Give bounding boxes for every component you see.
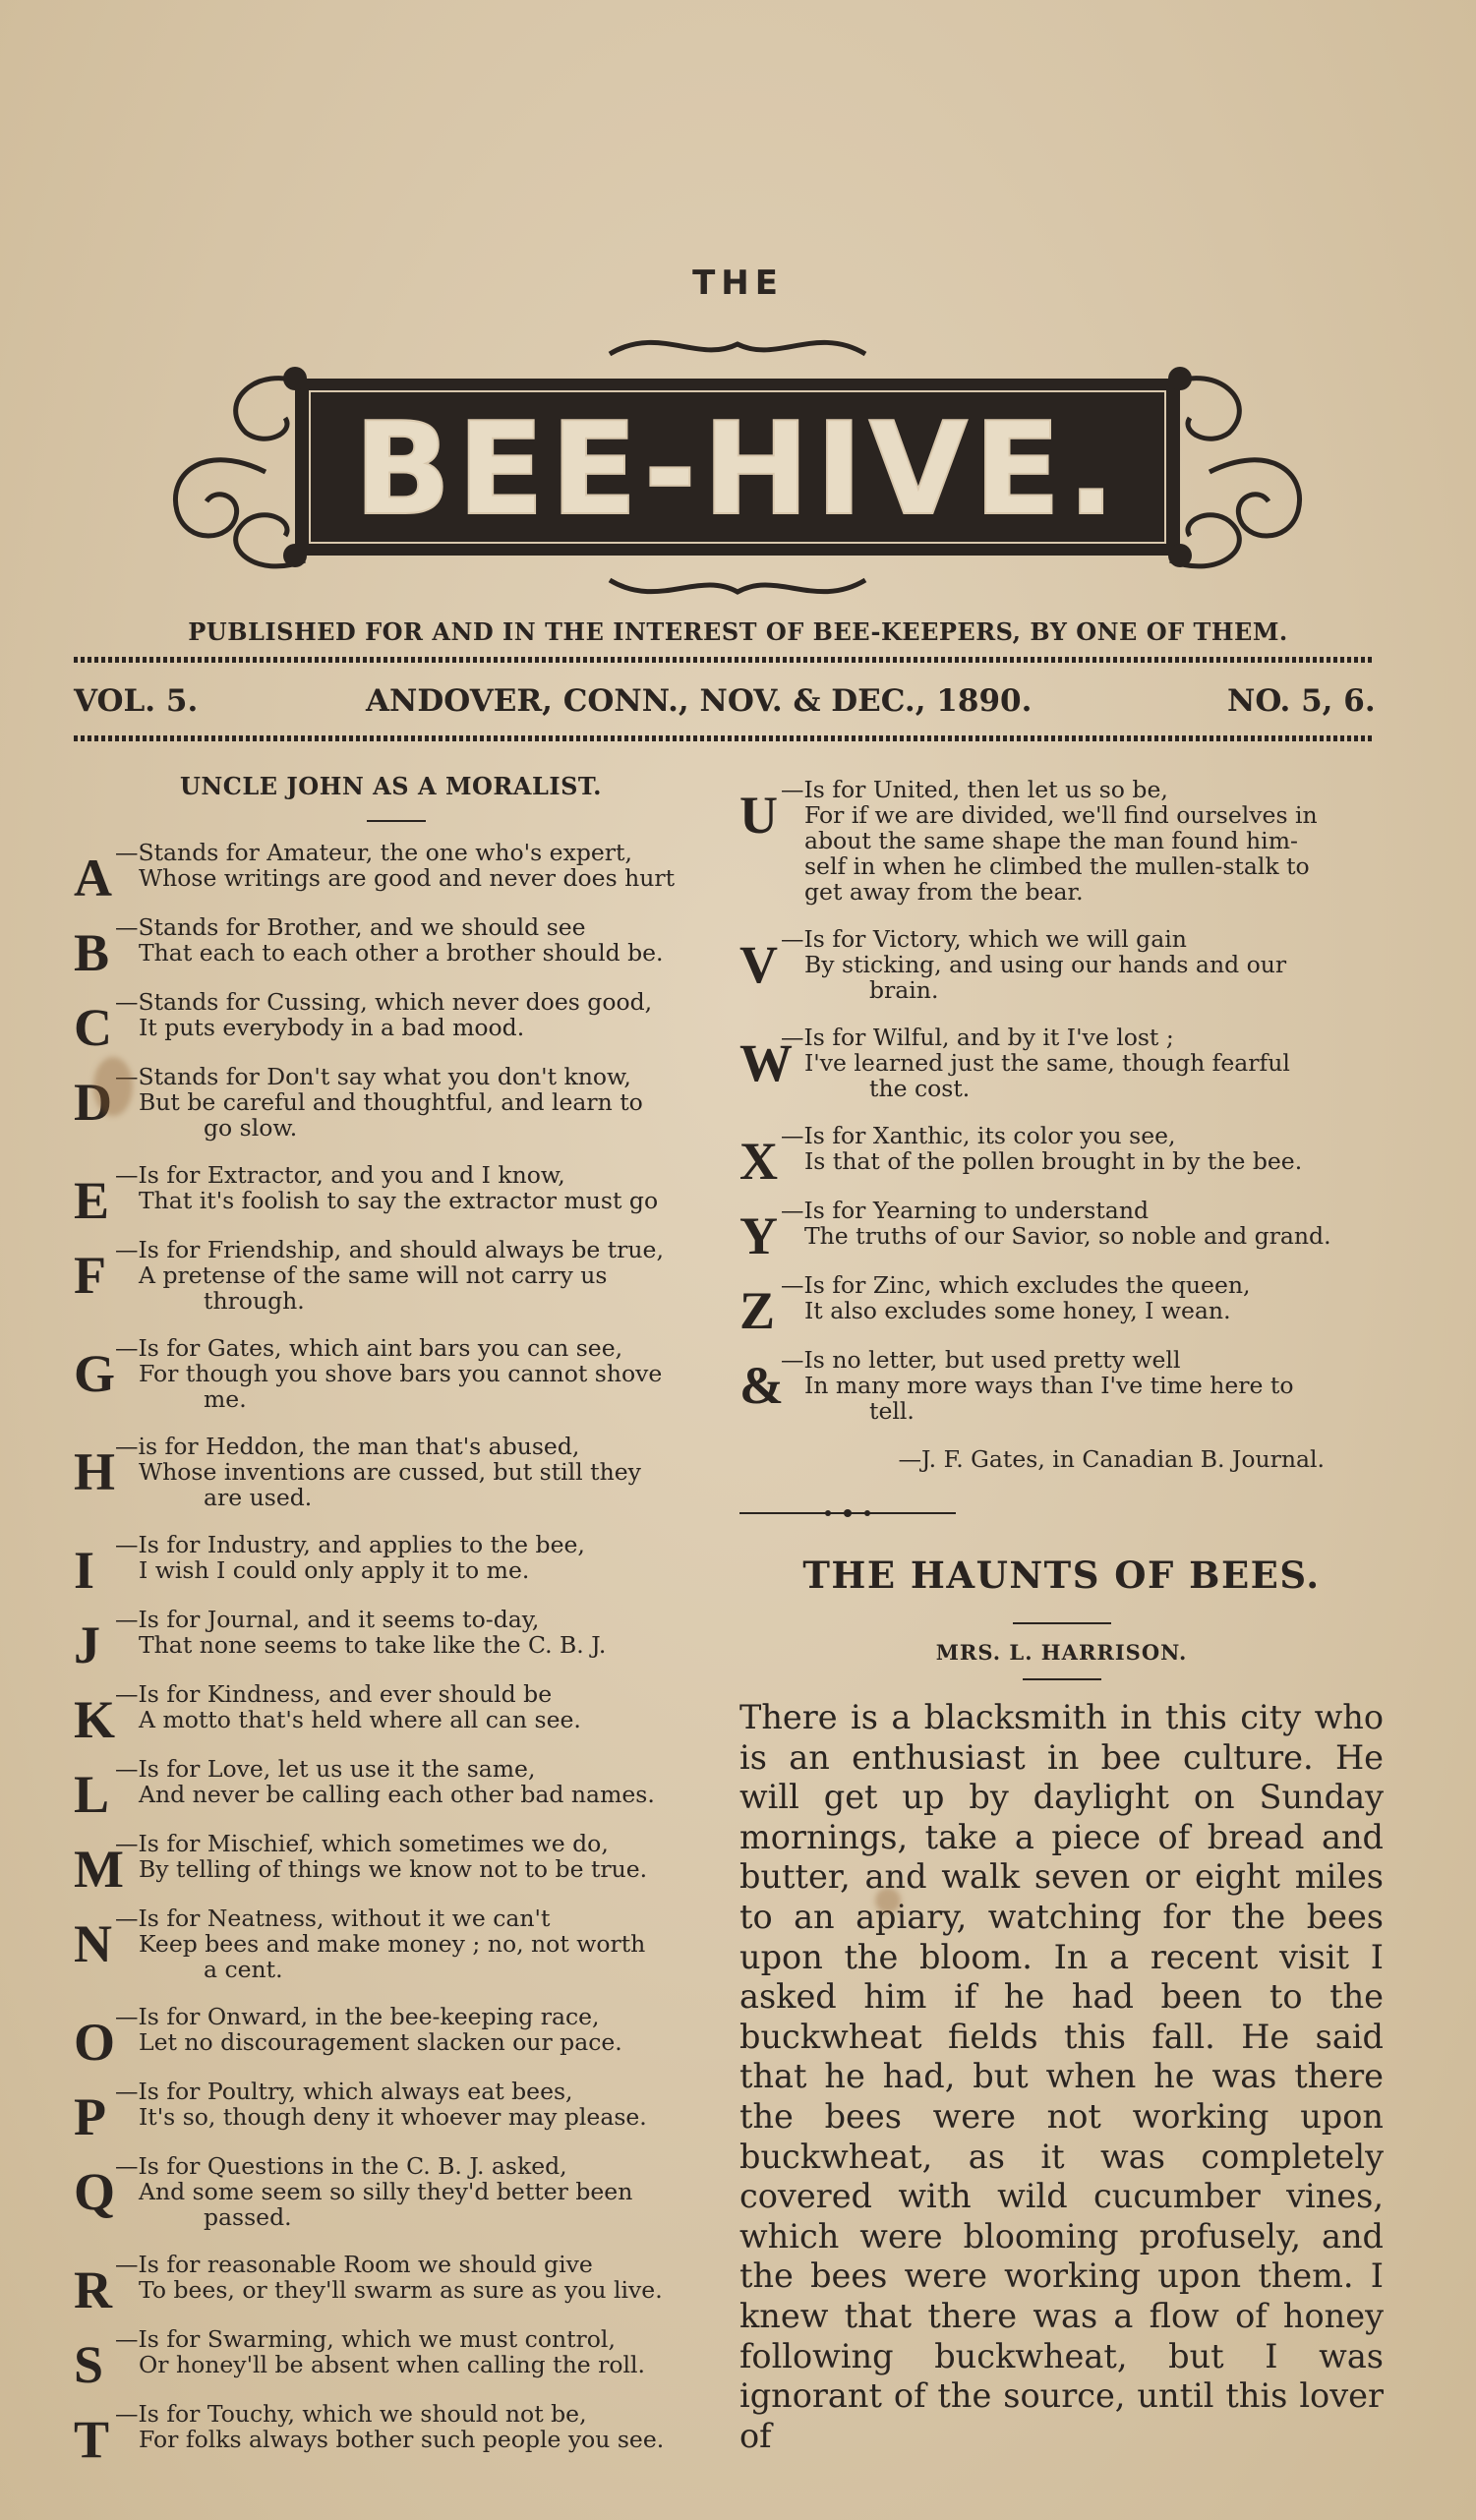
stanza-line: —Is for Neatness, without it we can't (115, 1905, 551, 1932)
issue-number: NO. 5, 6. (1227, 683, 1376, 719)
poem-stanza (74, 1680, 718, 1749)
poem-stanza (739, 777, 1384, 905)
stanza-line: the cost. (869, 1075, 971, 1102)
ornament-divider (739, 1506, 956, 1520)
stanza-initial: L (74, 1765, 110, 1824)
stanza-line: —Is for Xanthic, its color you see, (781, 1122, 1176, 1149)
stanza-initial: F (74, 1246, 106, 1305)
stanza-line: It puts everybody in a bad mood. (139, 1014, 525, 1041)
stanza-line: go slow. (204, 1114, 298, 1142)
header-rule-bottom (74, 735, 1374, 741)
stanza-initial: & (739, 1356, 784, 1415)
poem-stanza (74, 839, 718, 908)
stanza-initial: Q (74, 2162, 116, 2221)
stanza-line: For folks always bother such people you see. (139, 2426, 665, 2453)
stanza-line: —Is for Friendship, and should always be true, (115, 1236, 664, 1263)
poem-stanza (74, 1830, 718, 1899)
poem-signature: —J. F. Gates, in Canadian B. Journal. (898, 1445, 1325, 1473)
stanza-line: —Is for Zinc, which excludes the queen, (781, 1271, 1251, 1299)
stanza-line: By telling of things we know not to be true. (139, 1855, 648, 1883)
stanza-line: For though you shove bars you cannot shove (139, 1360, 663, 1387)
stanza-line: And never be calling each other bad names. (139, 1781, 655, 1808)
stanza-line: I've learned just the same, though fearful (804, 1049, 1290, 1077)
poem-stanza (739, 1197, 1384, 1265)
stanza-line: —Is for Yearning to understand (781, 1197, 1149, 1224)
stanza-initial: S (74, 2335, 104, 2394)
poem-stanza (74, 1905, 718, 1982)
stanza-initial: G (74, 1344, 116, 1403)
stanza-line: That none seems to take like the C. B. J. (139, 1631, 607, 1659)
title-divider (367, 820, 426, 822)
stanza-line: self in when he climbed the mullen-stalk to (804, 852, 1310, 880)
stanza-initial: Y (739, 1206, 778, 1265)
stanza-initial: E (74, 1171, 110, 1230)
stanza-initial: R (74, 2260, 112, 2319)
stanza-initial: N (74, 1914, 112, 1973)
poem-stanza (739, 1271, 1384, 1340)
stanza-initial: H (74, 1442, 116, 1501)
stanza-initial: U (739, 786, 778, 845)
stanza-initial: C (74, 998, 112, 1057)
stanza-line: Whose inventions are cussed, but still they (139, 1458, 641, 1486)
stanza-initial: K (74, 1690, 116, 1749)
stanza-line: —Is for Gates, which aint bars you can see, (115, 1334, 623, 1362)
stanza-line: But be careful and thoughtful, and learn to (139, 1088, 643, 1116)
stanza-line: A pretense of the same will not carry us (139, 1261, 608, 1289)
stanza-line: are used. (204, 1484, 313, 1511)
poem-title: UNCLE JOHN AS A MORALIST. (179, 772, 603, 800)
header-rule-top (74, 657, 1374, 663)
stanza-line: By sticking, and using our hands and our (804, 951, 1287, 978)
stanza-initial: A (74, 849, 112, 908)
masthead-title: BEE-HIVE. (353, 394, 1122, 544)
poem-stanza (74, 1161, 718, 1230)
stanza-line: —Is for Questions in the C. B. J. asked, (115, 2152, 567, 2180)
stanza-line: —Is for Poultry, which always eat bees, (115, 2078, 573, 2105)
stanza-line: —Is no letter, but used pretty well (781, 1346, 1181, 1374)
stanza-initial: B (74, 923, 110, 982)
stanza-initial: W (739, 1033, 793, 1092)
stanza-initial: M (74, 1840, 124, 1899)
stanza-line: I wish I could only apply it to me. (139, 1556, 530, 1584)
poem-stanza (74, 988, 718, 1057)
stanza-line: through. (204, 1287, 305, 1315)
stanza-line: —Is for Wilful, and by it I've lost ; (781, 1024, 1174, 1051)
poem-stanza (739, 926, 1384, 1003)
stanza-line: That each to each other a brother should be. (139, 939, 664, 967)
poem-stanza (739, 1122, 1384, 1191)
stanza-line: That it's foolish to say the extractor must go (139, 1187, 659, 1214)
article-body: There is a blacksmith in this city who is an enthusiast in bee culture. He will get up by daylight on Sunday mornings, take a piece of bread and butter, and walk seven or eight miles to an apiary, watching for the bees upon the bloom. In a recent visit I asked him if he had been to the buckwheat fields this fall. He said that he had, but when he was there the bees were not working upon buckwheat, as it was completely covered with wild cucumber vines, which were blooming profusely, and the bees were working upon them. I knew that there was a flow of honey following buckwheat, but I was ignorant of the source, until this lover of (739, 1698, 1384, 2455)
stanza-line: a cent. (204, 1956, 283, 1983)
poem-stanza (74, 1237, 718, 1314)
stanza-line: —Is for Kindness, and ever should be (115, 1680, 553, 1708)
stanza-line: —Stands for Brother, and we should see (115, 913, 586, 941)
stanza-line: —Stands for Cussing, which never does good, (115, 988, 653, 1016)
poem-stanza (74, 1064, 718, 1141)
stanza-line: Or honey'll be absent when calling the roll. (139, 2351, 645, 2378)
stanza-line: —Is for Swarming, which we must control, (115, 2325, 616, 2353)
stanza-line: It also excludes some honey, I wean. (804, 1297, 1231, 1324)
tagline: PUBLISHED FOR AND IN THE INTEREST OF BEE-KEEPERS, BY ONE OF THEM. (188, 617, 1288, 646)
stanza-line: —Is for Journal, and it seems to-day, (115, 1606, 540, 1633)
stanza-line: —Stands for Amateur, the one who's expert, (115, 839, 632, 866)
poem-stanza (74, 1434, 718, 1510)
poem-stanza (74, 2251, 718, 2319)
stanza-line: me. (204, 1385, 247, 1413)
stanza-line: passed. (204, 2203, 292, 2231)
poem-stanza (74, 1531, 718, 1600)
stanza-line: Keep bees and make money ; no, not worth (139, 1930, 646, 1958)
stanza-initial: Z (739, 1281, 776, 1340)
stanza-initial: D (74, 1073, 112, 1132)
stanza-line: —Is for United, then let us so be, (781, 776, 1168, 803)
stanza-initial: J (74, 1615, 100, 1674)
poem-stanza (74, 2400, 718, 2469)
paper-stain (93, 1057, 133, 1116)
stanza-initial: P (74, 2087, 106, 2146)
stanza-line: For if we are divided, we'll find ourselves in (804, 801, 1318, 829)
stanza-line: —Is for Love, let us use it the same, (115, 1755, 536, 1783)
stanza-line: Let no discouragement slacken our pace. (139, 2028, 622, 2056)
stanza-line: tell. (869, 1397, 915, 1425)
stanza-line: —Is for Touchy, which we should not be, (115, 2400, 587, 2428)
volume-number: VOL. 5. (74, 683, 199, 719)
article-title: THE HAUNTS OF BEES. (802, 1553, 1321, 1597)
stanza-line: —Is for Mischief, which sometimes we do, (115, 1830, 609, 1857)
right-column (739, 777, 1384, 2456)
stanza-list-left (74, 839, 718, 2469)
stanza-line: It's so, though deny it whoever may please. (139, 2103, 647, 2131)
stanza-list-right (739, 777, 1384, 1424)
paper-stain (875, 1888, 901, 1913)
poem-stanza (74, 1606, 718, 1674)
stanza-initial: X (739, 1132, 778, 1191)
stanza-initial: I (74, 1541, 95, 1600)
place-date: ANDOVER, CONN., NOV. & DEC., 1890. (366, 683, 1033, 719)
stanza-line: The truths of our Savior, so noble and grand. (804, 1222, 1331, 1250)
poem-stanza (74, 2003, 718, 2072)
poem-stanza (74, 1755, 718, 1824)
stanza-line: —Is for Extractor, and you and I know, (115, 1161, 565, 1189)
stanza-line: Whose writings are good and never does hurt (139, 864, 676, 892)
stanza-initial: T (74, 2410, 110, 2469)
poem-stanza (74, 2325, 718, 2394)
masthead-logo (148, 324, 1328, 610)
stanza-line: brain. (869, 976, 939, 1004)
stanza-line: about the same shape the man found him- (804, 827, 1298, 854)
poem-stanza (739, 1347, 1384, 1424)
article-divider (1013, 1622, 1111, 1624)
stanza-line: —Is for Victory, which we will gain (781, 925, 1187, 953)
stanza-initial: V (739, 935, 778, 994)
stanza-line: —Is for Onward, in the bee-keeping race, (115, 2003, 600, 2030)
poem-stanza (74, 1335, 718, 1412)
stanza-initial: O (74, 2013, 116, 2072)
poem-stanza (74, 2078, 718, 2146)
stanza-line: To bees, or they'll swarm as sure as you live. (139, 2276, 663, 2304)
poem-stanza (739, 1025, 1384, 1101)
poem-stanza (74, 913, 718, 982)
stanza-line: —Is for Industry, and applies to the bee, (115, 1531, 585, 1558)
poem-column-left (74, 772, 718, 2476)
poem-stanza (74, 2153, 718, 2230)
article-author: MRS. L. HARRISON. (935, 1640, 1188, 1665)
stanza-line: In many more ways than I've time here to (804, 1372, 1294, 1399)
stanza-line: get away from the bear. (804, 878, 1084, 906)
stanza-line: A motto that's held where all can see. (139, 1706, 581, 1733)
author-divider (1023, 1678, 1101, 1680)
masthead-the: THE (692, 264, 784, 303)
stanza-line: —is for Heddon, the man that's abused, (115, 1433, 580, 1460)
stanza-line: —Stands for Don't say what you don't know, (115, 1063, 631, 1090)
stanza-line: —Is for reasonable Room we should give (115, 2251, 593, 2278)
stanza-line: And some seem so silly they'd better been (139, 2178, 633, 2205)
stanza-line: Is that of the pollen brought in by the bee. (804, 1147, 1303, 1175)
